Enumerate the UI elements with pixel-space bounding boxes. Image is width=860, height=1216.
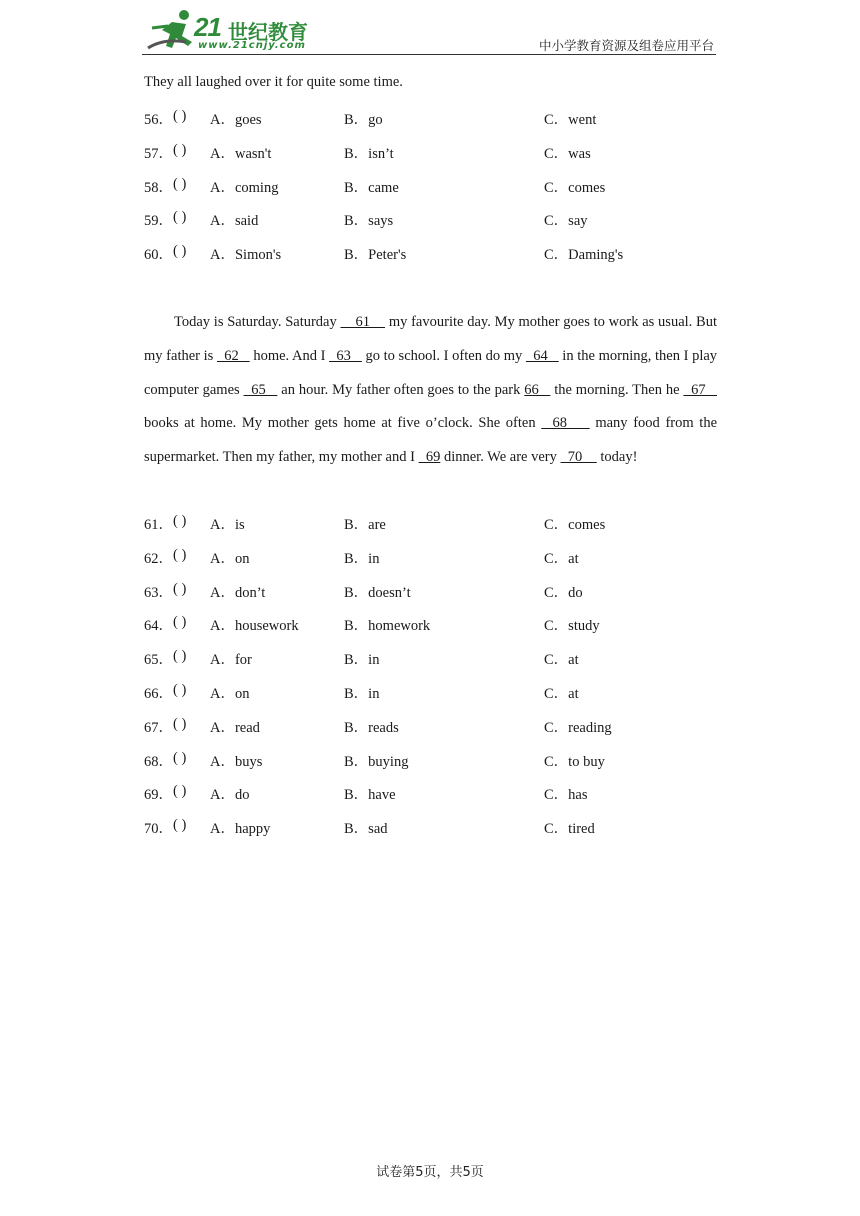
- question-number: 67．: [144, 719, 173, 736]
- option-b: B．in: [344, 652, 380, 669]
- question-number: 60．: [144, 247, 173, 264]
- cloze-passage: [144, 306, 717, 475]
- option-a: A．goes: [210, 112, 262, 128]
- option-c: C．tired: [544, 821, 595, 838]
- option-c: C．at: [544, 686, 579, 702]
- answer-bracket: ( ): [173, 682, 187, 698]
- question-row: [144, 716, 724, 736]
- option-c: C．was: [544, 145, 591, 162]
- answer-bracket: ( ): [173, 715, 187, 732]
- question-number: 70．: [144, 821, 173, 838]
- answer-bracket: ( ): [173, 648, 187, 665]
- passage-text: an hour. My father often goes to the park: [277, 381, 525, 398]
- option-a: A．Simon's: [210, 247, 282, 264]
- option-b: B．isn’t: [344, 145, 394, 162]
- option-a: A．coming: [210, 179, 279, 196]
- question-number: 56．: [144, 112, 173, 128]
- question-row: [144, 783, 724, 803]
- option-a: A．housework: [210, 618, 299, 635]
- option-c: C．went: [544, 112, 597, 128]
- answer-bracket: ( ): [173, 513, 187, 529]
- option-b: B．came: [344, 179, 399, 196]
- question-number: 58．: [144, 179, 173, 196]
- question-row: [144, 108, 724, 128]
- option-b: B．in: [344, 550, 380, 567]
- option-a: A．wasn't: [210, 145, 272, 162]
- passage-text: in the morning, then I play computer games: [144, 347, 718, 398]
- answer-bracket: ( ): [173, 614, 187, 631]
- header-divider: [142, 54, 716, 55]
- option-a: A．said: [210, 213, 259, 230]
- blank-62: 62: [216, 347, 250, 364]
- option-a: A．on: [210, 550, 250, 567]
- option-b: B．Peter's: [344, 247, 407, 264]
- option-c: C．at: [544, 550, 579, 567]
- option-c: C．reading: [544, 719, 612, 736]
- question-number: 61．: [144, 517, 173, 533]
- runner-icon: [142, 8, 198, 54]
- option-c: C．has: [544, 787, 588, 804]
- option-b: B．sad: [344, 821, 388, 838]
- option-a: A．buys: [210, 753, 263, 770]
- answer-bracket: ( ): [173, 108, 187, 124]
- answer-bracket: ( ): [173, 546, 187, 563]
- option-c: C．comes: [544, 517, 606, 533]
- option-c: C．to buy: [544, 753, 605, 770]
- option-a: A．is: [210, 517, 245, 533]
- option-c: C．at: [544, 652, 579, 669]
- question-row: [144, 176, 724, 196]
- answer-bracket: ( ): [173, 817, 187, 834]
- question-row: [144, 547, 724, 567]
- logo-url: www.21cnjy.com: [198, 40, 306, 51]
- option-c: C．say: [544, 213, 588, 230]
- option-c: C．comes: [544, 179, 606, 196]
- answer-bracket: ( ): [173, 749, 187, 766]
- question-row: [144, 142, 724, 162]
- option-a: A．happy: [210, 821, 271, 838]
- blank-69: 69: [418, 449, 441, 466]
- question-number: 69．: [144, 787, 173, 804]
- answer-bracket: ( ): [173, 243, 187, 260]
- logo: [142, 8, 312, 54]
- platform-name: 中小学教育资源及组卷应用平台: [538, 38, 714, 53]
- option-b: B．homework: [344, 618, 431, 635]
- intro-line: They all laughed over it for quite some time.: [144, 74, 403, 90]
- passage-text: today!: [596, 449, 638, 466]
- option-c: C．do: [544, 584, 583, 601]
- passage-text: books at home. My mother gets home at five o’clock. She often: [144, 415, 542, 432]
- question-number: 64．: [144, 618, 173, 635]
- question-number: 62．: [144, 550, 173, 567]
- answer-bracket: ( ): [173, 783, 187, 800]
- option-a: A．for: [210, 652, 252, 669]
- logo-chinese-text: 世纪教育: [228, 20, 308, 44]
- blank-63: 63: [329, 347, 362, 364]
- option-c: C．study: [544, 618, 600, 635]
- question-row: [144, 581, 724, 601]
- option-b: B．says: [344, 213, 394, 230]
- option-b: B．buying: [344, 753, 409, 770]
- logo-number: 21: [194, 12, 221, 42]
- blank-67: 67: [683, 381, 718, 398]
- question-row: [144, 817, 724, 837]
- option-a: A．on: [210, 686, 250, 702]
- option-a: A．do: [210, 787, 250, 804]
- option-b: B．go: [344, 112, 383, 128]
- blank-66: 66: [524, 381, 551, 398]
- question-row: [144, 682, 724, 702]
- question-number: 65．: [144, 652, 173, 669]
- blank-64: 64: [525, 347, 559, 364]
- blank-68: 68: [541, 415, 590, 432]
- passage-text: many food from the supermarket. Then my father, my mother and I: [144, 415, 718, 466]
- option-b: B．have: [344, 787, 396, 804]
- question-row: [144, 614, 724, 634]
- option-a: A．read: [210, 719, 260, 736]
- blank-61: 61: [340, 314, 386, 330]
- option-b: B．are: [344, 517, 386, 533]
- option-b: B．in: [344, 686, 380, 702]
- passage-text: dinner. We are very: [440, 449, 561, 466]
- option-c: C．Daming's: [544, 247, 624, 264]
- passage-text: Today is Saturday. Saturday: [174, 314, 341, 330]
- answer-bracket: ( ): [173, 141, 187, 158]
- option-b: B．doesn’t: [344, 584, 411, 601]
- question-row: [144, 209, 724, 229]
- question-row: [144, 513, 724, 533]
- question-number: 57．: [144, 145, 173, 162]
- question-row: [144, 750, 724, 770]
- answer-bracket: ( ): [173, 580, 187, 597]
- passage-text: go to school. I often do my: [361, 347, 526, 364]
- page-header: [142, 8, 716, 54]
- option-a: A．don’t: [210, 584, 266, 601]
- question-number: 66．: [144, 686, 173, 702]
- question-number: 59．: [144, 213, 173, 230]
- answer-bracket: ( ): [173, 209, 187, 226]
- blank-70: 70: [560, 449, 597, 466]
- passage-text: home. And I: [249, 347, 330, 364]
- passage-text: my favourite day. My mother goes to work as usual. But my father is: [144, 314, 717, 364]
- page-footer: 试卷第5页，共5页: [376, 1165, 484, 1180]
- question-row: [144, 648, 724, 668]
- question-row: [144, 243, 724, 263]
- question-number: 63．: [144, 584, 173, 601]
- passage-text: the morning. Then he: [550, 381, 684, 398]
- blank-65: 65: [243, 381, 278, 398]
- question-number: 68．: [144, 753, 173, 770]
- option-b: B．reads: [344, 719, 399, 736]
- answer-bracket: ( ): [173, 175, 187, 192]
